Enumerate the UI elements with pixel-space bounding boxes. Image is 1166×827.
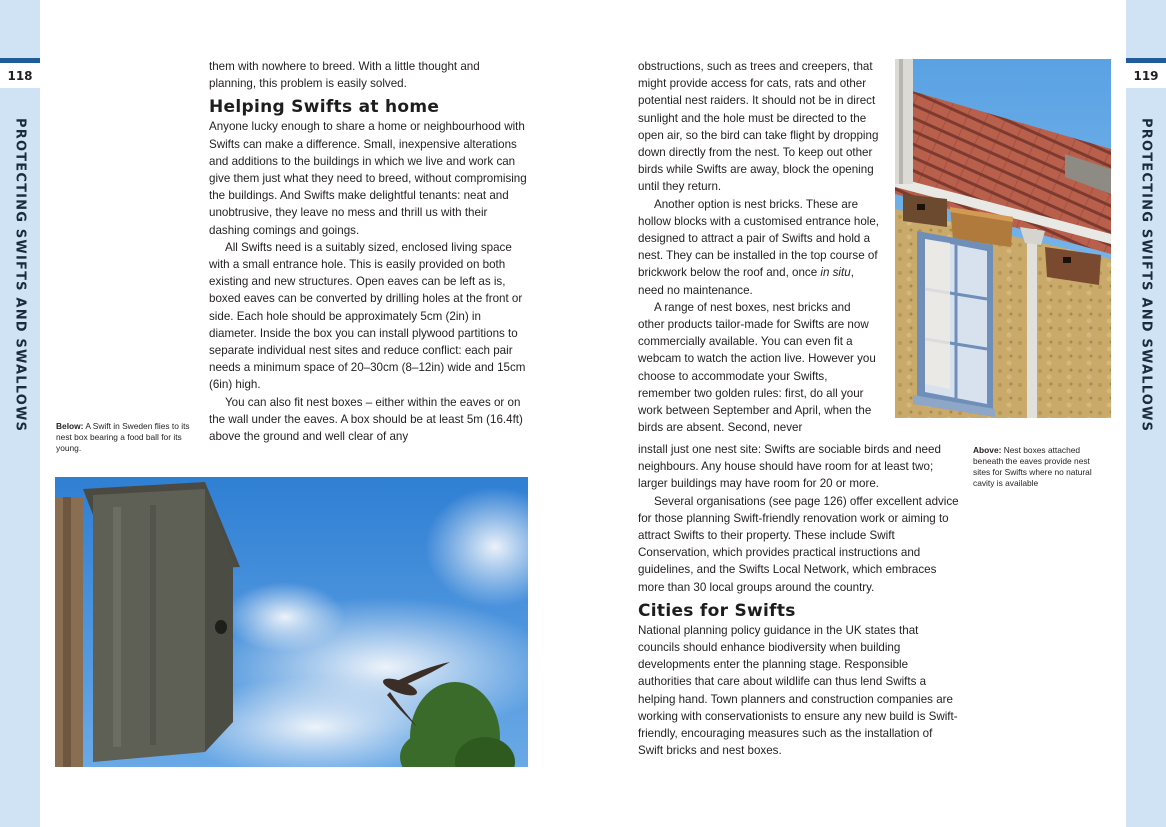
caption-text: A Swift in Sweden flies to its nest box bearing a food ball for its young. bbox=[56, 421, 190, 453]
paragraph: All Swifts need is a suitably sized, enclosed living space with a small entrance hole. This is easily provided on both existing and new structures. Open eaves can be left as is, boxed eaves can be converted by drilling holes at the front or side. Each hole should be approximately 5cm (2in) in diameter. Inside the box you can install plywood partitions to separate individual nest sites and reduce conflict: each pair needs a minimum space of 20–30cm (8–12in) wide and 15cm (6in) high. bbox=[209, 240, 526, 392]
photo-house-nest-boxes bbox=[895, 59, 1111, 418]
left-text-column bbox=[209, 58, 529, 445]
right-text-column-bottom bbox=[638, 441, 960, 759]
section-heading-cities-for-swifts: Cities for Swifts bbox=[638, 600, 796, 621]
page-number-right: 119 bbox=[1126, 58, 1166, 88]
paragraph: Anyone lucky enough to share a home or neighbourhood with Swifts can make a difference. Small, inexpensive alterations and additions to the buildings in which we live and work can give them just what they need to breed, without compromising the buildings. And Swifts make delightful tenants: neat and unobtrusive, they leave no mess and thrill us with their dashing comings and goings. bbox=[209, 120, 527, 237]
caption-label: Below: bbox=[56, 421, 84, 431]
paragraph: obstructions, such as trees and creepers, that might provide access for cats, rats and other potential nest raiders. It should not be in direct sunlight and the hole must be directed to the open air, so the bird can take flight by dropping down directly from the nest. To keep out other birds while Swifts are away, block the opening until they return. bbox=[638, 60, 879, 194]
running-title-right: PROTECTING SWIFTS AND SWALLOWS bbox=[1138, 118, 1154, 433]
paragraph: Another option is nest bricks. These are hollow blocks with a customised entrance hole, designed to attract a pair of Swifts and hold a nest. They can be installed in the top course of brickwork below the roof and, once in situ, need no maintenance. bbox=[638, 197, 880, 297]
caption-label: Above: bbox=[973, 445, 1002, 455]
italic-in-situ: in situ bbox=[820, 266, 851, 280]
paragraph: them with nowhere to breed. With a little thought and planning, this problem is easily solved. bbox=[209, 60, 480, 91]
paragraph: National planning policy guidance in the UK states that councils should enhance biodiversity when building developments enter the planning stage. Responsible authorities that care about wildlife can thus lend Swifts a helping hand. Town planners and construction companies are working with conservationists to ensure any new build is Swift-friendly, encouraging measures such as the installation of Swift bricks and nest boxes. bbox=[638, 623, 958, 758]
paragraph: Several organisations (see page 126) offer excellent advice for those planning Swift-friendly renovation work or aiming to attract Swifts to their property. These include Swift Conservation, which provides practical instructions and guidelines, and the Swifts Local Network, which embraces more than 30 local groups around the country. bbox=[638, 494, 959, 594]
paragraph: install just one nest site: Swifts are sociable birds and need neighbours. Any house should have room for at least two; larger buildings may have room for 20 or more. bbox=[638, 443, 941, 491]
caption-text: Nest boxes attached beneath the eaves provide nest sites for Swifts where no natural cavity is available bbox=[973, 445, 1092, 488]
caption-below bbox=[56, 421, 190, 454]
paragraph: You can also fit nest boxes – either within the eaves or on the wall under the eaves. A box should be at least 5m (16.4ft) above the ground and well clear of any bbox=[209, 395, 523, 444]
page-number-left: 118 bbox=[0, 58, 40, 88]
photo-swift-nest-box bbox=[55, 477, 528, 767]
paragraph: A range of nest boxes, nest bricks and other products tailor-made for Swifts are now commercially available. You can even fit a webcam to watch the action live. However you choose to accommodate your Swifts, remember two golden rules: first, do all your work between September and April, when the birds are absent. Second, never bbox=[638, 300, 876, 435]
section-heading-helping-swifts: Helping Swifts at home bbox=[209, 97, 440, 118]
right-text-column-top bbox=[638, 58, 880, 436]
running-title-left: PROTECTING SWIFTS AND SWALLOWS bbox=[12, 118, 28, 433]
caption-above bbox=[973, 445, 1108, 489]
